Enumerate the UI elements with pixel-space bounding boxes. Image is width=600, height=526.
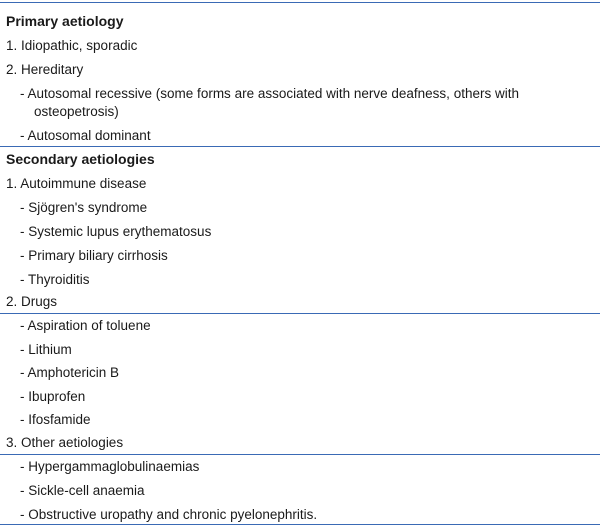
list-item: - Aspiration of toluene xyxy=(20,318,151,333)
list-item: - Amphotericin B xyxy=(20,365,120,380)
list-item: - Obstructive uropathy and chronic pyelonephritis. xyxy=(20,507,318,522)
primary-heading: Primary aetiology xyxy=(6,13,124,29)
list-item: - Lithium xyxy=(20,342,72,357)
list-item: - Systemic lupus erythematosus xyxy=(20,224,212,239)
bottom-rule xyxy=(0,524,600,525)
primary-item-hereditary: 2. Hereditary xyxy=(6,62,84,77)
primary-item-idiopathic: 1. Idiopathic, sporadic xyxy=(6,38,138,53)
secondary-group-other: 3. Other aetiologies xyxy=(6,435,124,450)
list-item: - Thyroiditis xyxy=(20,272,90,287)
list-item: - Ibuprofen xyxy=(20,389,86,404)
top-rule xyxy=(0,2,600,3)
list-item: - Sjögren's syndrome xyxy=(20,200,148,215)
section-rule xyxy=(0,146,600,147)
primary-sub-recessive-cont: osteopetrosis) xyxy=(34,104,119,119)
secondary-group-drugs: 2. Drugs xyxy=(6,294,58,309)
list-item: - Ifosfamide xyxy=(20,412,91,427)
list-item: - Sickle-cell anaemia xyxy=(20,483,145,498)
secondary-group-autoimmune: 1. Autoimmune disease xyxy=(6,176,147,191)
list-item: - Primary biliary cirrhosis xyxy=(20,248,168,263)
primary-sub-recessive: - Autosomal recessive (some forms are associated with nerve deafness, others with xyxy=(20,86,519,101)
list-item: - Hypergammaglobulinaemias xyxy=(20,459,200,474)
secondary-heading: Secondary aetiologies xyxy=(6,151,155,167)
primary-sub-dominant: - Autosomal dominant xyxy=(20,128,151,143)
